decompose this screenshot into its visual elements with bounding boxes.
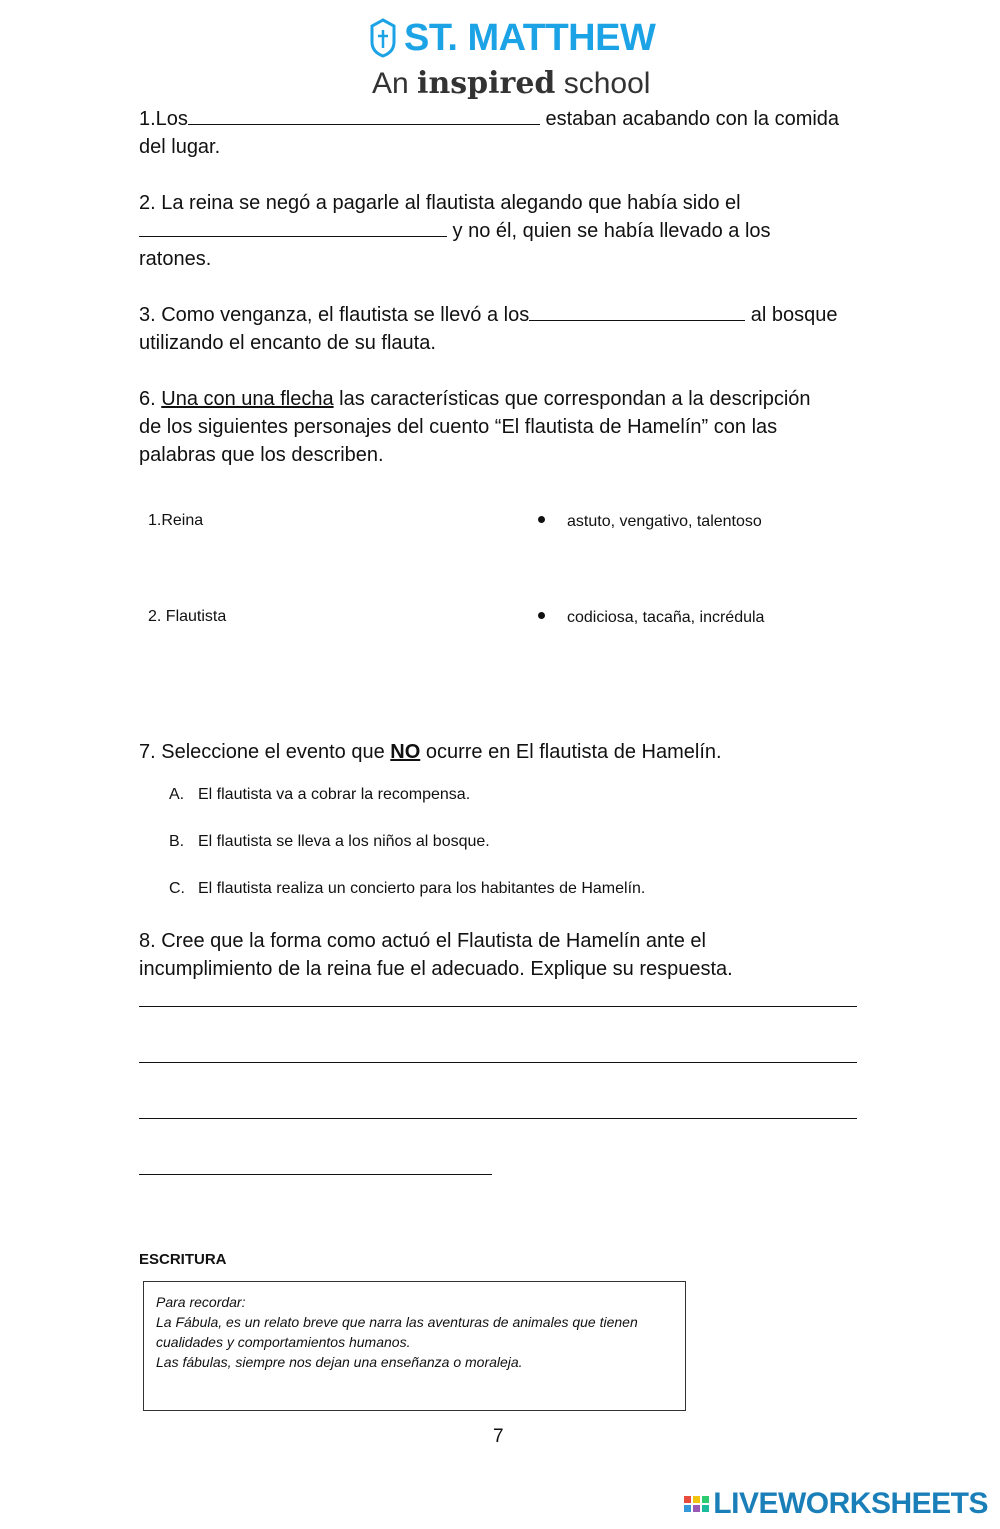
answer-blank-2[interactable] <box>139 218 447 237</box>
match-left-item[interactable]: 1.Reina <box>148 512 204 529</box>
answer-line[interactable] <box>139 1006 857 1007</box>
option-a[interactable]: A. El flautista va a cobrar la recompensa. <box>169 786 471 803</box>
page-number: 7 <box>493 1426 504 1447</box>
question-7: 7. Seleccione el evento que NO ocurre en El flautista de Hamelín. <box>139 741 722 763</box>
match-right-item[interactable]: codiciosa, tacaña, incrédula <box>538 607 764 629</box>
blocks-icon <box>683 1495 710 1513</box>
question-6: 6. Una con una flecha las características que correspondan a la descripción de los siguientes personajes del cuento “El flautista de Hamelín” con las palabras que los describen. <box>139 388 811 466</box>
section-heading: ESCRITURA <box>139 1251 227 1268</box>
question-8: 8. Cree que la forma como actuó el Flautista de Hamelín ante el incumplimiento de la reina fue el adecuado. Explique su respuesta. <box>139 930 733 980</box>
answer-line[interactable] <box>139 1062 857 1063</box>
shield-icon <box>370 18 396 58</box>
question-3: 3. Como venganza, el flautista se llevó a los al bosque utilizando el encanto de su flauta. <box>139 304 838 354</box>
answer-blank-1[interactable] <box>188 106 540 125</box>
school-logo <box>370 14 655 62</box>
match-left-item[interactable]: 2. Flautista <box>148 608 227 625</box>
school-name: ST. MATTHEW <box>404 16 656 59</box>
option-b[interactable]: B. El flautista se lleva a los niños al bosque. <box>169 833 490 850</box>
reminder-box: Para recordar: La Fábula, es un relato breve que narra las aventuras de animales que tienen cualidades y comportamientos humanos. Las fábulas, siempre nos dejan una enseñanza o moraleja. <box>143 1281 686 1411</box>
answer-line[interactable] <box>139 1118 857 1119</box>
match-right-item[interactable]: astuto, vengativo, talentoso <box>538 511 762 533</box>
option-c[interactable]: C. El flautista realiza un concierto para los habitantes de Hamelín. <box>169 880 646 897</box>
school-tagline: An inspired school <box>372 66 651 101</box>
question-1: 1.Los estaban acabando con la comida del lugar. <box>139 108 840 158</box>
answer-blank-3[interactable] <box>529 302 745 321</box>
answer-line[interactable] <box>139 1174 492 1175</box>
question-2: 2. La reina se negó a pagarle al flautista alegando que había sido el y no él, quien se había llevado a los ratones. <box>139 192 771 270</box>
bullet-icon <box>538 612 545 619</box>
bullet-icon <box>538 516 545 523</box>
liveworksheets-logo: LIVEWORKSHEETS <box>683 1487 988 1521</box>
